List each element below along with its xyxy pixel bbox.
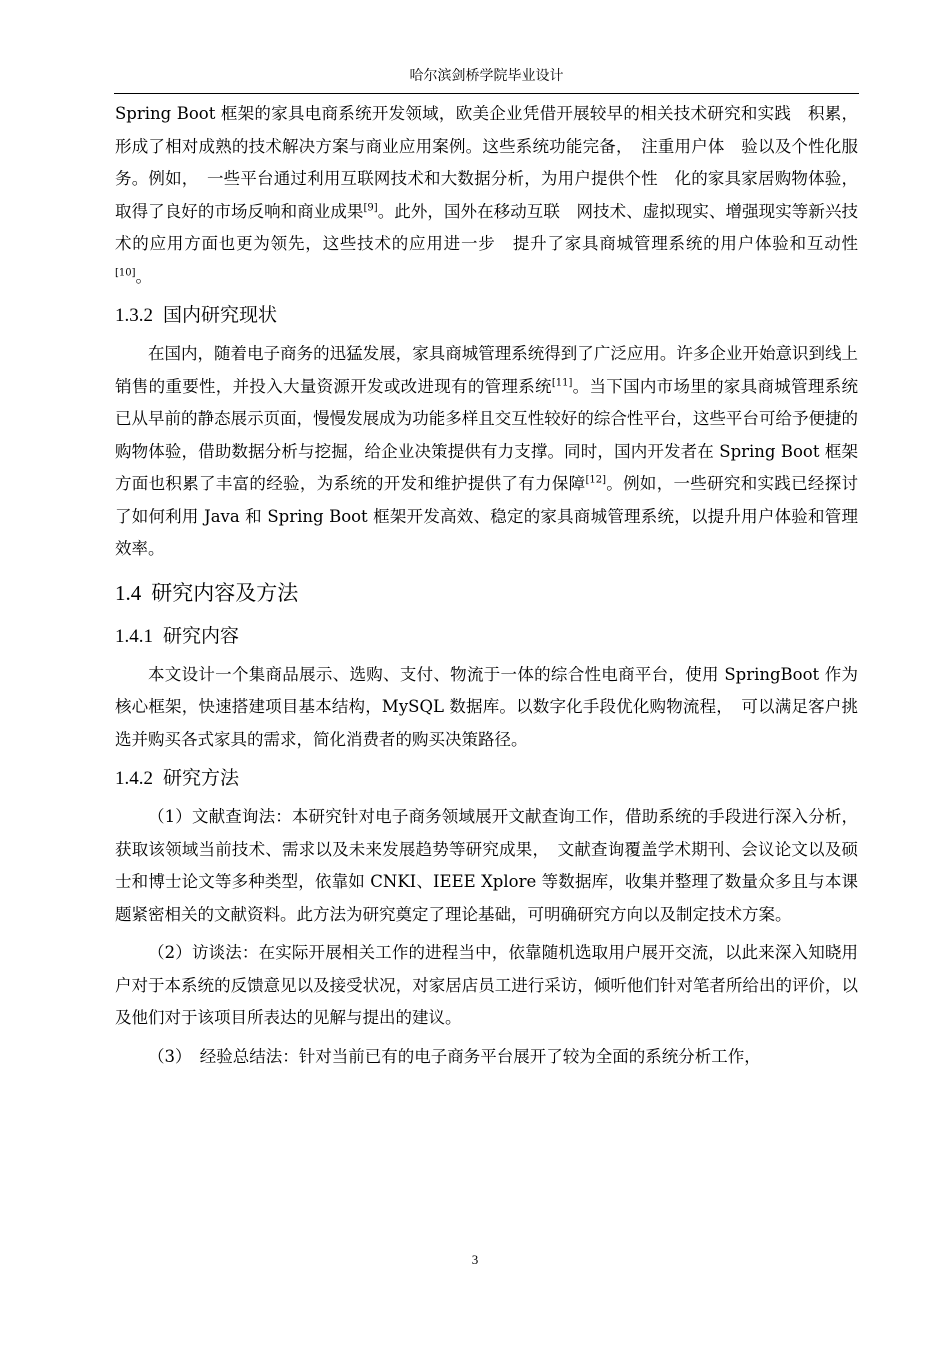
page-header: 哈尔滨剑桥学院毕业设计	[409, 68, 564, 84]
heading-1-3-2	[115, 299, 858, 332]
text-run: Spring Boot 框架的家具电商系统开发领域，欧美企业凭借开展较早的相关技术研究和实践 积累，形成了相对成熟的技术解决方案与商业应用案例。这些系统功能完备， 注重用户体 验以及个性化服务。例如， 一些平台通过利用互联网技术和大数据分析，为用户提供个性 化的家具家居购物体验，取得了良好的市场反响和商业成果	[115, 104, 858, 221]
paragraph-foreign-research	[115, 98, 858, 293]
header-rule	[114, 93, 859, 94]
heading-number: 1.4.2	[115, 768, 153, 789]
paragraph-method-literature: （1）文献查询法：本研究针对电子商务领域展开文献查询工作，借助系统的手段进行深入分析，获取该领域当前技术、需求以及未来发展趋势等研究成果， 文献查询覆盖学术期刊、会议论文以及硕士和博士论文等多种类型，依靠如 CNKI、IEEE Xplore 等数据库，收集并整理了数量众多且与本课题紧密相关的文献资料。此方法为研究奠定了理论基础，可明确研究方向以及制定技术方案。	[115, 807, 858, 924]
text-run: 。当下国内市场里的家具商城管理系统已从早前的静态展示页面，慢慢发展成为功能多样且交互性较好的综合性平台，这些平台可给予便捷的购物体验，借助数据分析与挖掘，给企业决策提供有力支撑。同时，国内开发者在 Spring Boot 框架方面也积累了丰富的经验，为系统的开发和维护提供了有力保障	[115, 376, 859, 493]
citation: [9]	[363, 202, 378, 213]
heading-number: 1.4	[115, 580, 142, 605]
text-run: 。	[135, 266, 153, 286]
heading-title: 研究方法	[163, 767, 240, 789]
heading-title: 研究内容	[163, 624, 240, 647]
citation: [10]	[115, 267, 136, 278]
text-run: 在国内，随着电子商务的迅猛发展，家具商城管理系统得到了广泛应用。许多企业开始意识到线上销售的重要性，并投入大量资源开发或改进现有的管理系统	[115, 344, 858, 396]
citation: [11]	[551, 377, 573, 388]
paragraph-domestic-research	[115, 338, 858, 566]
heading-1-4-2	[115, 762, 858, 795]
page-number: 3	[471, 1252, 479, 1267]
paragraph-research-content: 本文设计一个集商品展示、选购、支付、物流于一体的综合性电商平台，使用 SpringBoot 作为核心框架，快速搭建项目基本结构，MySQL 数据库。以数字化手段优化购物流程， 可以满足客户挑选并购买各式家具的需求，简化消费者的购买决策路径。	[115, 664, 858, 749]
heading-1-4	[115, 576, 858, 610]
citation: [12]	[585, 474, 606, 486]
paragraph-method-experience: （3） 经验总结法：针对当前已有的电子商务平台展开了较为全面的系统分析工作，	[148, 1046, 761, 1066]
text-run: 。例如，一些研究和实践已经探讨了如何利用 Java 和 Spring Boot 框架开发高效、稳定的家具商城管理系统，以提升用户体验和管理效率。	[115, 474, 859, 558]
document-body	[115, 98, 858, 1073]
paragraph-method-interview: （2）访谈法：在实际开展相关工作的进程当中，依靠随机选取用户展开交流，以此来深入知晓用户对于本系统的反馈意见以及接受状况，对家居店员工进行采访，倾听他们针对笔者所给出的评价，以及他们对于该项目所表达的见解与提出的建议。	[115, 943, 858, 1027]
heading-number: 1.3.2	[115, 305, 153, 326]
heading-title: 国内研究现状	[163, 304, 278, 326]
heading-title: 研究内容及方法	[151, 580, 299, 605]
heading-1-4-1	[115, 620, 858, 653]
text-run: 。此外，国外在移动互联 网技术、虚拟现实、增强现实等新兴技术的应用方面也更为领先，这些技术的应用进一步 提升了家具商城管理系统的用户体验和互动性	[115, 201, 859, 253]
heading-number: 1.4.1	[115, 625, 153, 647]
